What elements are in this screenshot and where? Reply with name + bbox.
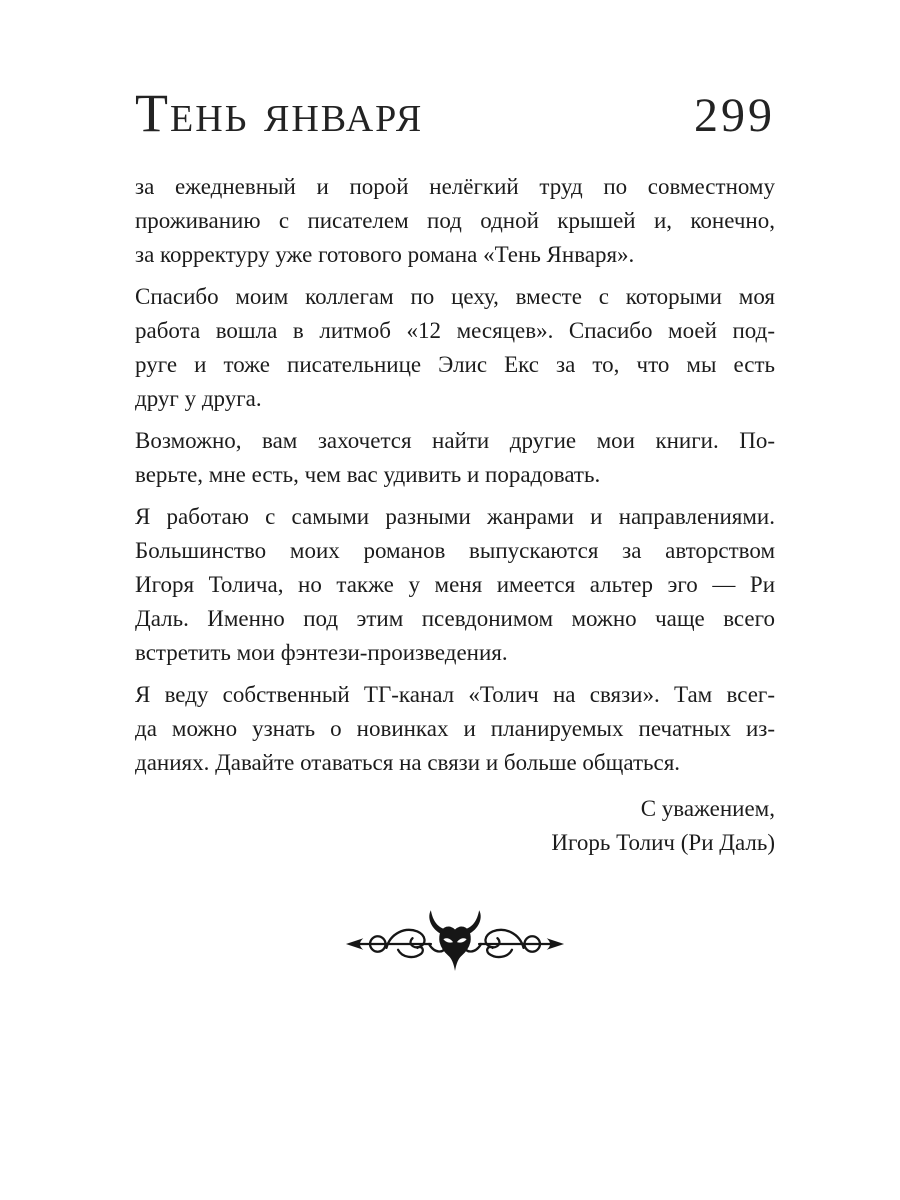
paragraph [135, 678, 775, 780]
book-title: Тень января [135, 83, 424, 143]
text-line: руге и тоже писательнице Элис Екс за то, что мы есть [135, 352, 775, 377]
demon-head-icon [429, 910, 480, 971]
demon-head-flourish-icon [344, 906, 566, 982]
text-line: верьте, мне есть, чем вас удивить и порадовать. [135, 462, 601, 487]
text-line: за ежедневный и порой нелёгкий труд по совместному [135, 174, 775, 199]
text-line: да можно узнать о новинках и планируемых печатных из- [135, 716, 775, 741]
page-number: 299 [694, 89, 775, 142]
paragraph [135, 424, 775, 492]
demon-face [439, 926, 471, 971]
text-line: встретить мои фэнтези-произведения. [135, 640, 508, 665]
chapter-end-divider [135, 906, 775, 987]
text-line: друг у друга. [135, 386, 262, 411]
text-line: Даль. Именно под этим псевдонимом можно чаще всего [135, 606, 775, 631]
text-line: даниях. Давайте отаваться на связи и больше общаться. [135, 750, 681, 775]
signature-block [135, 792, 775, 860]
paragraph [135, 500, 775, 670]
book-page [135, 0, 775, 987]
text-line: Игоря Толича, но также у меня имеется альтер эго — Ри [135, 572, 775, 597]
page-header [135, 84, 775, 142]
signature-author: Игорь Толич (Ри Даль) [551, 830, 775, 855]
text-line: Возможно, вам захочется найти другие мои книги. По- [135, 428, 775, 453]
text-line: проживанию с писателем под одной крышей и, конечно, [135, 208, 775, 233]
text-line: за корректуру уже готового романа «Тень Января». [135, 242, 635, 267]
text-line: Большинство моих романов выпускаются за авторством [135, 538, 775, 563]
text-line: Я веду собственный ТГ-канал «Толич на связи». Там всег- [135, 682, 775, 707]
text-line: Я работаю с самыми разными жанрами и направлениями. [135, 504, 775, 529]
flourish-right [463, 930, 564, 957]
paragraph [135, 280, 775, 416]
text-line: работа вошла в литмоб «12 месяцев». Спасибо моей под- [135, 318, 775, 343]
flourish-left [346, 930, 447, 957]
page-body [135, 170, 775, 780]
signature-closing: С уважением, [640, 796, 775, 821]
text-line: Спасибо моим коллегам по цеху, вместе с которыми моя [135, 284, 775, 309]
paragraph [135, 170, 775, 272]
